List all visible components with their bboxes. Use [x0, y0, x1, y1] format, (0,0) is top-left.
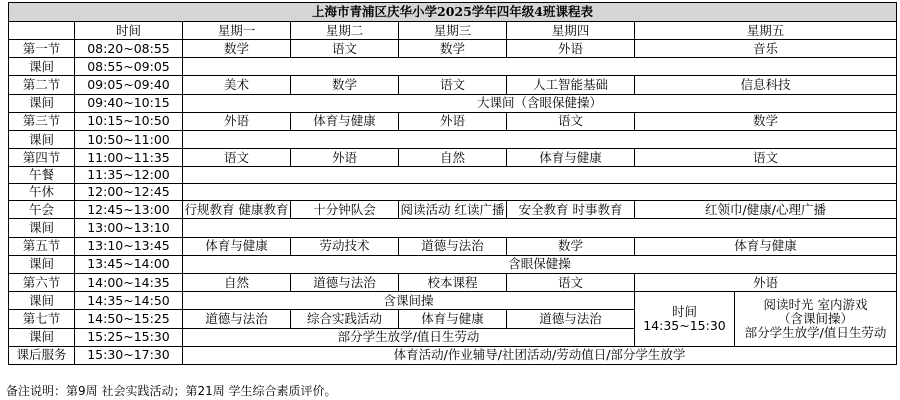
- cell-monday: 语文: [183, 149, 291, 167]
- cell-tuesday: 道德与法治: [291, 274, 399, 292]
- friday-time-label: 时间: [671, 304, 697, 320]
- cell-friday: 音乐: [635, 40, 897, 58]
- period-time: 14:35~14:50: [75, 292, 183, 310]
- period-name: 第一节: [9, 40, 75, 58]
- header-row: [9, 22, 897, 40]
- header-thursday: 星期四: [507, 22, 635, 40]
- cell-monday: 体育与健康: [183, 237, 291, 255]
- cell-friday: 数学: [635, 112, 897, 130]
- period-name: 课间: [9, 130, 75, 148]
- cell-thursday: 体育与健康: [507, 149, 635, 167]
- period-name: 第四节: [9, 149, 75, 167]
- cell-wednesday: 语文: [399, 76, 507, 94]
- table-row: [9, 292, 897, 310]
- cell-wednesday: 阅读活动 红读广播: [399, 201, 507, 219]
- period-time: 12:45~13:00: [75, 201, 183, 219]
- cell-thursday: 安全教育 时事教育: [507, 201, 635, 219]
- period-name: 第七节: [9, 310, 75, 328]
- cell-tuesday: 十分钟队会: [291, 201, 399, 219]
- cell-friday: 外语: [635, 274, 897, 292]
- period-name: 课间: [9, 255, 75, 273]
- table-row: [9, 40, 897, 58]
- timetable: [8, 2, 897, 365]
- period-name: 午餐: [9, 167, 75, 184]
- period-name: 课间: [9, 219, 75, 237]
- break-cell: [183, 184, 897, 201]
- break-cell: [183, 58, 897, 76]
- cell-wednesday: 外语: [399, 112, 507, 130]
- period-time: 15:25~15:30: [75, 328, 183, 346]
- period-time: 12:00~12:45: [75, 184, 183, 201]
- table-row: [9, 149, 897, 167]
- cell-tuesday: 数学: [291, 76, 399, 94]
- friday-time-range: 14:35~15:30: [643, 318, 726, 334]
- cell-monday: 美术: [183, 76, 291, 94]
- cell-tuesday: 劳动技术: [291, 237, 399, 255]
- period-time: 10:50~11:00: [75, 130, 183, 148]
- friday-activity-line3: 部分学生放学/值日生劳动: [744, 325, 887, 341]
- friday-time-block: [635, 292, 735, 347]
- table-row: [9, 112, 897, 130]
- table-row: [9, 167, 897, 184]
- break-cell: 大课间（含眼保健操）: [183, 94, 897, 112]
- break-cell: 部分学生放学/值日生劳动: [183, 328, 635, 346]
- table-row: [9, 274, 897, 292]
- table-row: [9, 255, 897, 273]
- table-row: [9, 237, 897, 255]
- cell-friday: 语文: [635, 149, 897, 167]
- break-cell: 含课间操: [183, 292, 635, 310]
- cell-tuesday: 外语: [291, 149, 399, 167]
- period-name: 课后服务: [9, 346, 75, 364]
- cell-thursday: 道德与法治: [507, 310, 635, 328]
- period-time: 10:15~10:50: [75, 112, 183, 130]
- table-title: 上海市青浦区庆华小学2025学年四年级4班课程表: [9, 3, 897, 22]
- cell-monday: 自然: [183, 274, 291, 292]
- period-name: 课间: [9, 292, 75, 310]
- period-name: 课间: [9, 94, 75, 112]
- cell-thursday: 语文: [507, 274, 635, 292]
- cell-thursday: 语文: [507, 112, 635, 130]
- table-row: [9, 184, 897, 201]
- period-time: 14:50~15:25: [75, 310, 183, 328]
- period-name: 午休: [9, 184, 75, 201]
- after-school-cell: 体育活动/作业辅导/社团活动/劳动值日/部分学生放学: [183, 346, 897, 364]
- cell-friday: 信息科技: [635, 76, 897, 94]
- period-time: 09:40~10:15: [75, 94, 183, 112]
- period-time: 13:00~13:10: [75, 219, 183, 237]
- cell-tuesday: 体育与健康: [291, 112, 399, 130]
- cell-friday: 红领巾/健康/心理广播: [635, 201, 897, 219]
- cell-monday: 行规教育 健康教育: [183, 201, 291, 219]
- period-name: 课间: [9, 328, 75, 346]
- table-row: [9, 201, 897, 219]
- cell-monday: 外语: [183, 112, 291, 130]
- period-name: 第二节: [9, 76, 75, 94]
- cell-thursday: 外语: [507, 40, 635, 58]
- period-time: 13:10~13:45: [75, 237, 183, 255]
- cell-wednesday: 道德与法治: [399, 237, 507, 255]
- period-name: 午会: [9, 201, 75, 219]
- schedule-sheet: [8, 2, 896, 365]
- period-time: 13:45~14:00: [75, 255, 183, 273]
- period-time: 15:30~17:30: [75, 346, 183, 364]
- friday-activity-line2: （含课间操）: [777, 311, 853, 327]
- cell-thursday: 人工智能基础: [507, 76, 635, 94]
- table-row: [9, 94, 897, 112]
- cell-wednesday: 数学: [399, 40, 507, 58]
- header-friday: 星期五: [635, 22, 897, 40]
- period-name: 第五节: [9, 237, 75, 255]
- header-wednesday: 星期三: [399, 22, 507, 40]
- corner-cell: [9, 22, 75, 40]
- table-row: [9, 76, 897, 94]
- header-tuesday: 星期二: [291, 22, 399, 40]
- break-cell: [183, 130, 897, 148]
- footnote: 备注说明：第9周 社会实践活动；第21周 学生综合素质评价。: [6, 384, 337, 398]
- break-cell: [183, 167, 897, 184]
- period-time: 09:05~09:40: [75, 76, 183, 94]
- table-row: [9, 346, 897, 364]
- cell-wednesday: 体育与健康: [399, 310, 507, 328]
- cell-monday: 数学: [183, 40, 291, 58]
- friday-activity-block: [735, 292, 897, 347]
- period-time: 14:00~14:35: [75, 274, 183, 292]
- break-cell: 含眼保健操: [183, 255, 897, 273]
- period-time: 08:55~09:05: [75, 58, 183, 76]
- break-cell: [183, 219, 897, 237]
- period-time: 08:20~08:55: [75, 40, 183, 58]
- table-row: [9, 130, 897, 148]
- period-time: 11:35~12:00: [75, 167, 183, 184]
- table-row: [9, 219, 897, 237]
- cell-tuesday: 综合实践活动: [291, 310, 399, 328]
- table-row: [9, 58, 897, 76]
- friday-activity-line1: 阅读时光 室内游戏: [763, 297, 868, 313]
- cell-monday: 道德与法治: [183, 310, 291, 328]
- period-time: 11:00~11:35: [75, 149, 183, 167]
- period-name: 第六节: [9, 274, 75, 292]
- period-name: 第三节: [9, 112, 75, 130]
- period-name: 课间: [9, 58, 75, 76]
- header-monday: 星期一: [183, 22, 291, 40]
- cell-tuesday: 语文: [291, 40, 399, 58]
- cell-wednesday: 自然: [399, 149, 507, 167]
- cell-wednesday: 校本课程: [399, 274, 507, 292]
- cell-friday: 体育与健康: [635, 237, 897, 255]
- header-time: 时间: [75, 22, 183, 40]
- cell-thursday: 数学: [507, 237, 635, 255]
